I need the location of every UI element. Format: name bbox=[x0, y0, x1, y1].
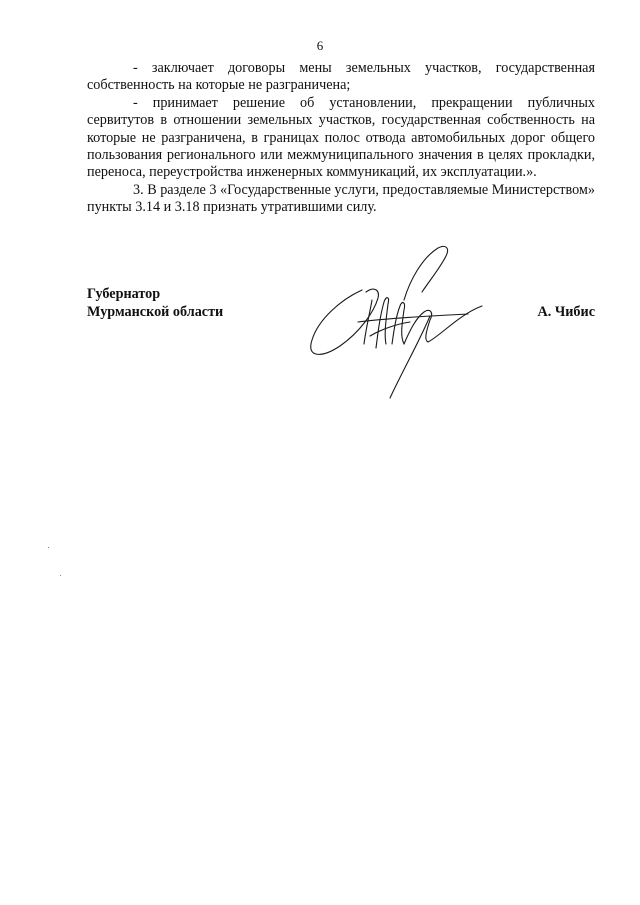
handwritten-signature bbox=[300, 240, 490, 410]
signer-name: А. Чибис bbox=[537, 304, 595, 320]
signer-title-line1: Губернатор bbox=[87, 286, 161, 302]
document-body bbox=[87, 60, 595, 217]
signer-title-line2: Мурманской области bbox=[87, 304, 224, 320]
paragraph-land-exchange: - заключает договоры мены земельных участков, государственная собственность на которые не разграничена; bbox=[87, 60, 595, 94]
page-number: 6 bbox=[316, 38, 324, 53]
scan-speck bbox=[48, 547, 49, 548]
paragraph-public-servitude: - принимает решение об установлении, прекращении публичных сервитутов в отношении земельных участков, государственная собственность на которые не разграничена, в границах полос отвода автомобильных дорог общего пользования регионального или межмуниципального значения в целях прокладки, переноса, переустройства инженерных коммуникаций, их эксплуатации.». bbox=[87, 94, 595, 181]
scan-speck bbox=[60, 575, 61, 576]
paragraph-section-3: 3. В разделе 3 «Государственные услуги, предоставляемые Министерством» пункты 3.14 и 3.18 признать утратившими силу. bbox=[87, 181, 595, 216]
